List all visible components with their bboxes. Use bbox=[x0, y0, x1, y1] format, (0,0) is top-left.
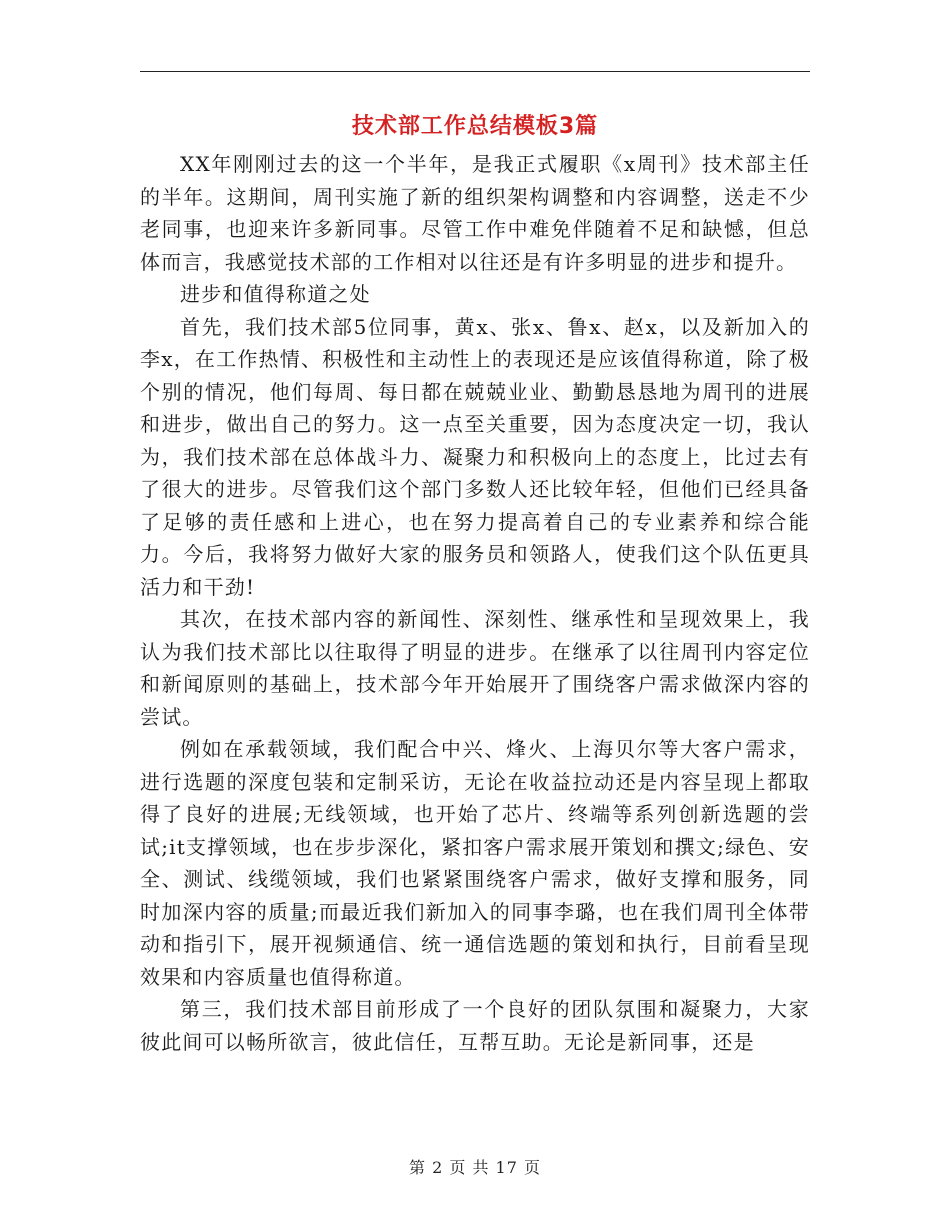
paragraph-intro: XX年刚刚过去的这一个半年，是我正式履职《x周刊》技术部主任的半年。这期间，周刊实施了新的组织架构调整和内容调整，送走不少老同事，也迎来许多新同事。尽管工作中难免伴随着不足和缺憾，但总体而言，我感觉技术部的工作相对以往还是有许多明显的进步和提升。 bbox=[140, 152, 810, 274]
document-title: 技术部工作总结模板3篇 bbox=[351, 114, 599, 139]
page-number: 第 2 页 共 17 页 bbox=[409, 1158, 541, 1177]
paragraph-example: 例如在承载领域，我们配合中兴、烽火、上海贝尔等大客户需求，进行选题的深度包装和定制采访，无论在收益拉动还是内容呈现上都取得了良好的进展;无线领域，也开始了芯片、终端等系列创新选题的尝试;it支撑领域，也在步步深化，紧扣客户需求展开策划和撰文;绿色、安全、测试、线缆领域，我们也紧紧围绕客户需求，做好支撑和服务，同时加深内容的质量;而最近我们新加入的同事李璐，也在我们周刊全体带动和指引下，展开视频通信、统一通信选题的策划和执行，目前看呈现效果和内容质量也值得称道。 bbox=[140, 737, 810, 989]
paragraph-first: 首先，我们技术部5位同事，黄x、张x、鲁x、赵x，以及新加入的李x，在工作热情、积极性和主动性上的表现还是应该值得称道，除了极个别的情况，他们每周、每日都在兢兢业业、勤勤恳恳地为周刊的进展和进步，做出自己的努力。这一点至关重要，因为态度决定一切，我认为，我们技术部在总体战斗力、凝聚力和积极向上的态度上，比过去有了很大的进步。尽管我们这个部门多数人还比较年轻，但他们已经具备了足够的责任感和上进心，也在努力提高着自己的专业素养和综合能力。今后，我将努力做好大家的服务员和领路人，使我们这个队伍更具活力和干劲! bbox=[140, 314, 810, 599]
paragraph-third: 第三，我们技术部目前形成了一个良好的团队氛围和凝聚力，大家彼此间可以畅所欲言，彼此信任，互帮互助。无论是新同事，还是 bbox=[140, 997, 810, 1054]
section-heading: 进步和值得称道之处 bbox=[180, 282, 371, 306]
paragraph-second: 其次，在技术部内容的新闻性、深刻性、继承性和呈现效果上，我认为我们技术部比以往取得了明显的进步。在继承了以往周刊内容定位和新闻原则的基础上，技术部今年开始展开了围绕客户需求做深内容的尝试。 bbox=[140, 607, 810, 729]
document-body bbox=[140, 148, 810, 1058]
header-rule bbox=[140, 71, 810, 72]
